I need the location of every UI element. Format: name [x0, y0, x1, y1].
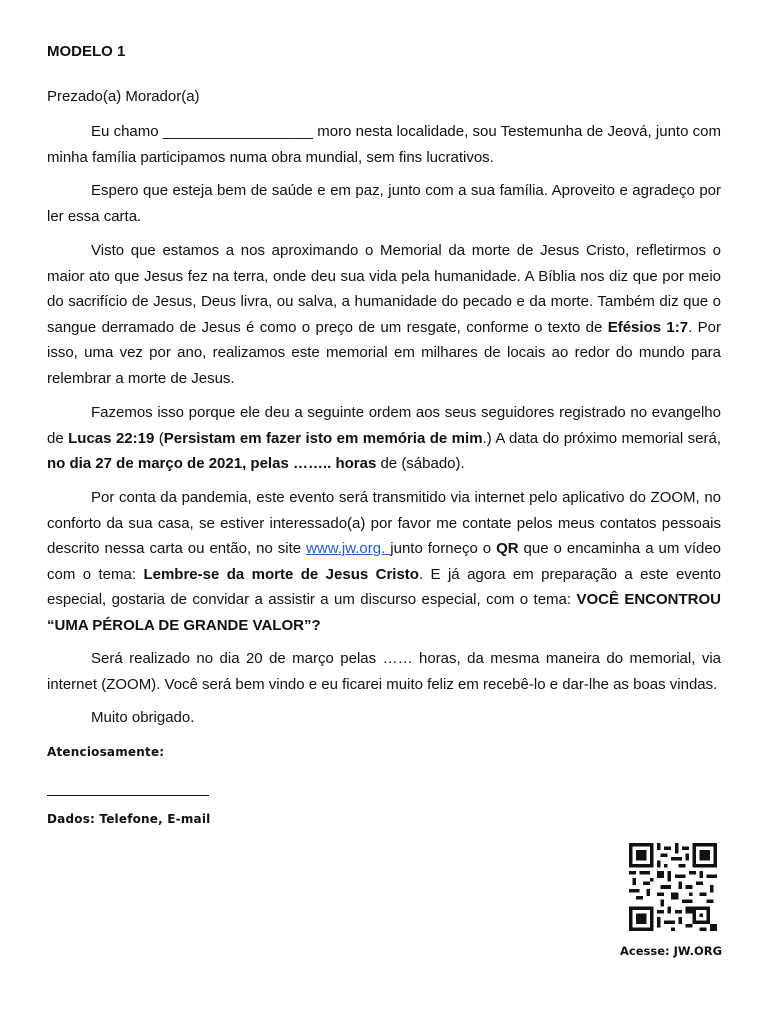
memorial-text: Visto que estamos a nos aproximando o Memorial da morte de Jesus Cristo, refletirmos o maior ato que Jesus fez na terra, onde deu sua vida pela humanidade. A Bíblia nos diz que por meio do sacrifício de Jesus, Deus livra, ou salva, a humanidade do pecado e da morte. Também diz que o sangue derramado de Jesus é como o preço de um resgate, conforme o texto de: [47, 242, 721, 336]
access-website-label: Acesse: JW.ORG: [620, 944, 723, 958]
command-text-mid: .) A data do próximo memorial será,: [482, 429, 721, 447]
intro-text: Eu chamo: [91, 123, 163, 140]
closing-regards: Atenciosamente:: [47, 745, 165, 759]
zoom-text: Por conta da pandemia, este evento será transmitido via internet pelo aplicativo do ZOOM, no conforto da sua casa, se estiver interessado(a) por favor me contate pelos meus contatos pessoais descrito nessa carta ou então, no site: [47, 489, 721, 557]
paragraph-command: [47, 400, 721, 477]
paragraph-thanks: [47, 705, 721, 731]
zoom-text-b: junto forneço o: [390, 540, 497, 557]
thanks-text: Muito obrigado.: [91, 709, 195, 726]
paragraph-memorial: [47, 238, 721, 391]
zoom-text-c: que o encaminha a um vídeo com o tema:: [47, 540, 722, 583]
paragraph-greeting-wishes: [47, 178, 721, 229]
bible-quote: Persistam em fazer isto em memória de mim: [163, 429, 483, 447]
name-blank-line: __________________: [162, 123, 313, 140]
wishes-text: Espero que esteja bem de saúde e em paz, junto com a sua família. Aproveito e agradeço por ler essa carta.: [47, 182, 721, 225]
contact-info-label: Dados: Telefone, E-mail: [47, 812, 211, 826]
zoom-text-d: . E já agora em preparação a este evento especial, gostaria de convidar a assistir a um discurso especial, com o tema:: [47, 565, 721, 608]
paragraph-talk-date: [47, 646, 721, 697]
paragraph-introduction: [47, 119, 721, 170]
talk-theme: VOCÊ ENCONTROU “UMA PÉROLA DE GRANDE VALOR”?: [47, 591, 721, 634]
intro-text-rest: moro nesta localidade, sou Testemunha de Jeová, junto com minha família participamos numa obra mundial, sem fins lucrativos.: [47, 123, 721, 166]
command-text: Fazemos isso porque ele deu a seguinte ordem aos seus seguidores registrado no evangelho de: [47, 404, 721, 447]
greeting: Prezado(a) Morador(a): [47, 88, 200, 105]
video-theme: Lembre-se da morte de Jesus Cristo: [143, 565, 419, 583]
signature-line: [47, 795, 209, 796]
bible-reference-efesios: Efésios 1:7: [607, 318, 689, 336]
talk-date-text: Será realizado no dia 20 de março pelas …… horas, da mesma maneira do memorial, via internet (ZOOM). Você será bem vindo e eu ficarei muito feliz em recebê-lo e dar-lhe as boas vindas.: [47, 650, 721, 693]
qr-code-icon[interactable]: [629, 843, 717, 931]
qr-label: QR: [496, 540, 519, 557]
memorial-text-end: . Por isso, uma vez por ano, realizamos este memorial em milhares de locais ao redor do mundo para relembrar a morte de Jesus.: [47, 318, 721, 387]
command-text-end: de (sábado).: [376, 455, 465, 472]
document-heading: MODELO 1: [47, 43, 126, 60]
bible-reference-lucas: Lucas 22:19: [68, 429, 155, 447]
jw-org-link[interactable]: www.jw.org.: [306, 540, 391, 557]
memorial-date: no dia 27 de março de 2021, pelas …….. horas: [47, 455, 377, 472]
command-text-paren: (: [154, 429, 164, 447]
paragraph-zoom: [47, 485, 721, 638]
